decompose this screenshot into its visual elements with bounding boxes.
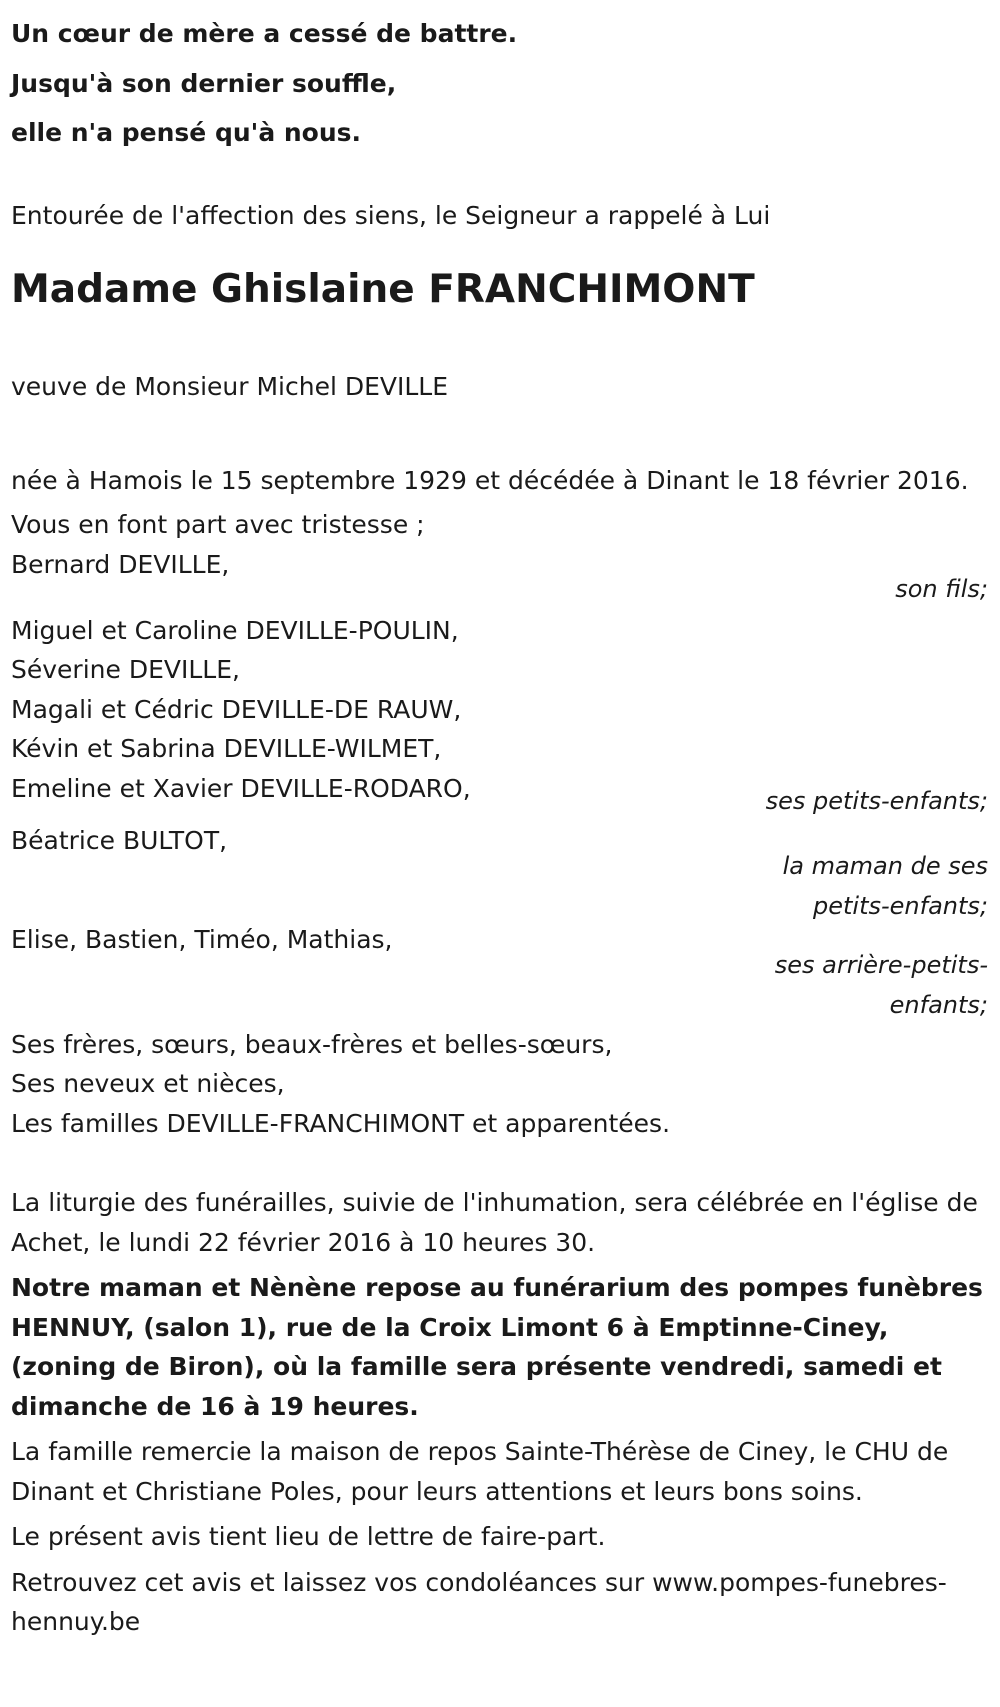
intro-line-3: elle n'a pensé qu'à nous. <box>11 118 362 147</box>
person-line: Kévin et Sabrina DEVILLE-WILMET, <box>11 734 442 763</box>
announcement: Vous en font part avec tristesse ; <box>11 510 425 539</box>
group-grandchildren <box>11 611 988 821</box>
great-grandchildren-names <box>11 920 393 960</box>
grandchildren-names <box>11 611 471 809</box>
family-line: Ses frères, sœurs, beaux-frères et belles-sœurs, <box>11 1029 613 1059</box>
person-line: Emeline et Xavier DEVILLE-RODARO, <box>11 773 471 803</box>
son-names <box>11 545 229 585</box>
intro-verse <box>11 0 988 158</box>
person-line: Elise, Bastien, Timéo, Mathias, <box>11 924 393 954</box>
person-line: Séverine DEVILLE, <box>11 655 240 684</box>
intro-line-1: Un cœur de mère a cessé de battre. <box>11 19 518 48</box>
maman-role: la maman de ses petits-enfants; <box>782 851 988 920</box>
person-line: Béatrice BULTOT, <box>11 825 228 855</box>
person-line: Bernard DEVILLE, <box>11 549 230 579</box>
intro-line-2: Jusqu'à son dernier souffle, <box>11 68 397 98</box>
group-son <box>11 545 988 609</box>
thanks-note: La famille remercie la maison de repos Sainte-Thérèse de Ciney, le CHU de Dinant et Christiane Poles, pour leurs attentions et leurs bons soins. <box>11 1437 949 1506</box>
grandchildren-role: ses petits-enfants; <box>765 786 988 815</box>
son-role: son fils; <box>895 574 988 603</box>
person-line: Magali et Cédric DEVILLE-DE RAUW, <box>11 694 462 724</box>
extended-family <box>11 1025 988 1144</box>
faire-part-note: Le présent avis tient lieu de lettre de faire-part. <box>11 1522 606 1551</box>
widow-of: veuve de Monsieur Michel DEVILLE <box>11 372 449 401</box>
family-line: Ses neveux et nièces, <box>11 1069 285 1098</box>
person-line: Miguel et Caroline DEVILLE-POULIN, <box>11 615 459 645</box>
lead-sentence: Entourée de l'affection des siens, le Seigneur a rappelé à Lui <box>11 200 771 230</box>
group-maman <box>11 821 988 926</box>
deceased-name: Madame Ghislaine FRANCHIMONT <box>11 267 755 312</box>
liturgy-info: La liturgie des funérailles, suivie de l'inhumation, sera célébrée en l'église de Achet, le lundi 22 février 2016 à 10 heures 30. <box>11 1188 978 1257</box>
online-condolences: Retrouvez cet avis et laissez vos condoléances sur www.pompes-funebres-hennuy.be <box>11 1567 947 1636</box>
group-great-grandchildren <box>11 920 988 1025</box>
maman-names <box>11 821 227 861</box>
birth-death-dates: née à Hamois le 15 septembre 1929 et décédée à Dinant le 18 février 2016. <box>11 465 969 495</box>
wake-info: Notre maman et Nènène repose au funérarium des pompes funèbres HENNUY, (salon 1), rue de la Croix Limont 6 à Emptinne-Ciney, (zoning de Biron), où la famille sera présente vendredi, samedi et dimanche de 16 à 19 heures. <box>11 1273 983 1421</box>
family-line: Les familles DEVILLE-FRANCHIMONT et apparentées. <box>11 1108 671 1138</box>
great-grandchildren-role: ses arrière-petits-enfants; <box>774 950 988 1019</box>
